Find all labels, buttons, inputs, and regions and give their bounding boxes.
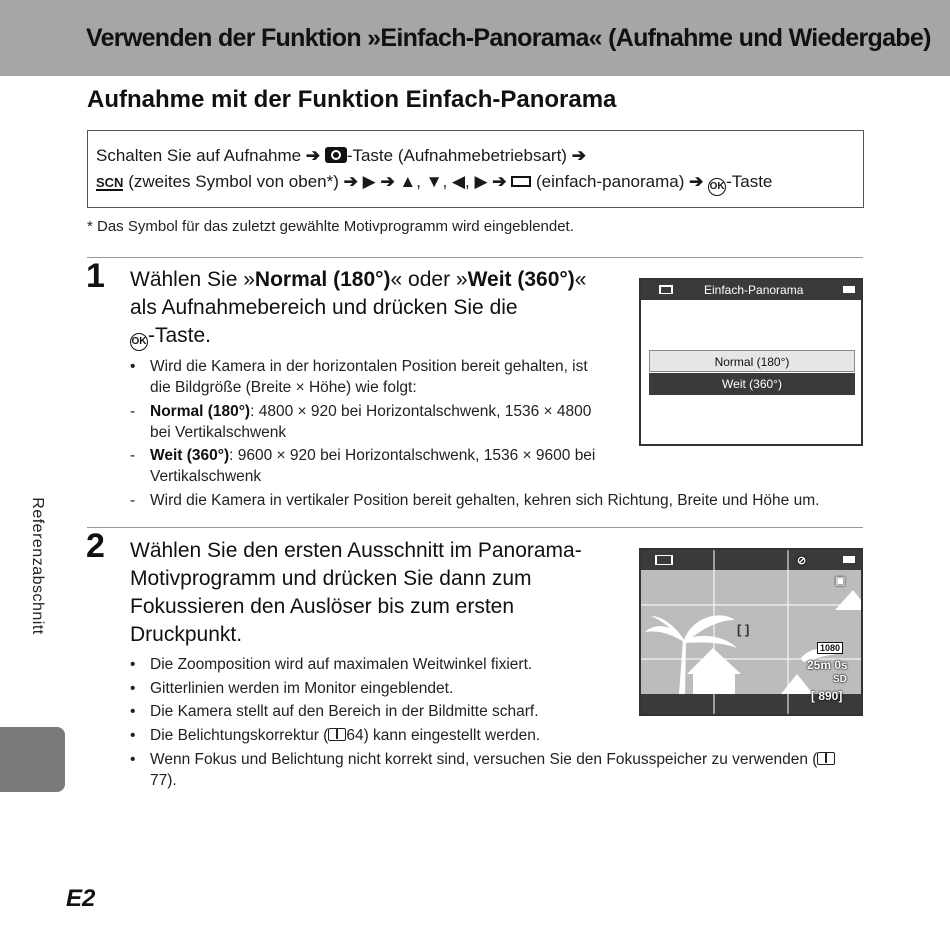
- bullet-icon: •: [130, 358, 136, 375]
- dash-text: : 9600 × 920 bei Horizontalschwenk, 1536 × 9600 bei Vertikalschwenk: [150, 447, 596, 485]
- step-1-dash-1: [130, 401, 610, 443]
- step-1-dash-2: [130, 445, 610, 487]
- step-1-bullet: [130, 356, 610, 398]
- navigation-line-1: [96, 143, 855, 169]
- dash-label: Normal (180°): [150, 403, 251, 420]
- step-1-title-text: « oder »: [390, 268, 468, 291]
- navigation-box: [87, 130, 864, 208]
- camera-icon: [325, 147, 347, 163]
- section-title: Aufnahme mit der Funktion Einfach-Panorama: [87, 86, 617, 113]
- step-1-normal-label: Normal (180°): [254, 268, 391, 291]
- vr-icon: ▣: [835, 575, 846, 587]
- step-1-title-line2: als Aufnahmebereich und drücken Sie die: [130, 296, 518, 319]
- menu-title-bar: [641, 280, 861, 300]
- arrow-right-icon: ➔: [343, 172, 358, 191]
- header-bar: [0, 0, 950, 76]
- page-number: E2: [66, 885, 96, 912]
- bullet-text: Die Kamera stellt auf den Bereich in der Bildmitte scharf.: [150, 703, 539, 720]
- panorama-icon: [655, 555, 673, 565]
- remaining-shots: [ 890]: [811, 689, 843, 703]
- dash-icon: -: [130, 492, 136, 509]
- bullet-icon: •: [130, 656, 136, 673]
- dash-text: Wird die Kamera in vertikaler Position bereit gehalten, kehren sich Richtung, Breite und Höhe um.: [150, 492, 820, 509]
- step-1-number: 1: [86, 257, 105, 295]
- sidebar-label: Referenzabschnitt: [29, 497, 46, 635]
- camera-liveview-screen: [639, 548, 863, 716]
- navigation-line-2: [96, 169, 855, 196]
- multi-selector-right-icon: ▶: [362, 172, 376, 191]
- nav-text: (einfach-panorama): [536, 172, 685, 191]
- multi-selector-directions: ▲, ▼, ◀, ▶: [399, 172, 488, 191]
- bullet-text: 77).: [150, 772, 177, 789]
- bullet-text: Die Zoomposition wird auf maximalen Weitwinkel fixiert.: [150, 656, 533, 673]
- battery-icon: [843, 286, 855, 293]
- nav-text: -Taste: [726, 172, 773, 191]
- step-2-title: Wählen Sie den ersten Ausschnitt im Panorama-Motivprogramm und drücken Sie dann zum Fokussieren den Auslöser bis zum ersten Druckpunkt.: [130, 539, 582, 646]
- nav-text: (zweites Symbol von oben*): [128, 172, 339, 191]
- book-reference-icon: [817, 752, 835, 765]
- book-reference-icon: [328, 728, 346, 741]
- ok-button-icon: OK: [130, 333, 148, 351]
- arrow-right-icon: ➔: [689, 172, 704, 191]
- step-1-title-text: Wählen Sie »: [130, 268, 255, 291]
- divider: [87, 527, 863, 528]
- storage-indicator: SD: [833, 674, 847, 685]
- bullet-text: Wenn Fokus und Belichtung nicht korrekt sind, versuchen Sie den Fokusspeicher zu verwenden (: [150, 751, 818, 768]
- bullet-icon: •: [130, 751, 136, 768]
- dash-text: : 4800 × 920 bei Horizontalschwenk, 1536 × 4800 bei Vertikalschwenk: [150, 403, 592, 441]
- step-1-title: [130, 266, 620, 351]
- step-1-title-text: -Taste.: [148, 324, 212, 347]
- divider: [87, 257, 863, 258]
- arrow-right-icon: ➔: [492, 172, 507, 191]
- movie-size-badge: 1080: [817, 642, 843, 654]
- bullet-icon: •: [130, 680, 136, 697]
- dash-label: Weit (360°): [150, 447, 230, 464]
- af-area-brackets: [ ]: [737, 622, 750, 637]
- nav-text: Schalten Sie auf Aufnahme: [96, 146, 302, 165]
- dash-icon: -: [130, 403, 136, 420]
- bullet-text: 64) kann eingestellt werden.: [346, 727, 541, 744]
- step-1-weit-label: Weit (360°): [467, 268, 575, 291]
- step-1-title-text: «: [574, 268, 587, 291]
- step-2-number: 2: [86, 527, 105, 565]
- battery-icon: [843, 556, 855, 563]
- dash-icon: -: [130, 447, 136, 464]
- bullet-text: Gitterlinien werden im Monitor eingeblendet.: [150, 680, 454, 697]
- menu-title: Einfach-Panorama: [704, 283, 804, 297]
- option-normal-180[interactable]: Normal (180°): [649, 350, 855, 372]
- ok-button-icon: OK: [708, 178, 726, 196]
- footnote: * Das Symbol für das zuletzt gewählte Motivprogramm wird eingeblendet.: [87, 218, 574, 235]
- bullet-icon: •: [130, 703, 136, 720]
- bullet-icon: •: [130, 727, 136, 744]
- nav-text: -Taste (Aufnahmebetriebsart): [346, 146, 567, 165]
- step-2-bullet: [130, 725, 850, 746]
- bullet-text: Wird die Kamera in der horizontalen Position bereit gehalten, ist die Bildgröße (Breite × Höhe) wie folgt:: [150, 358, 588, 396]
- flash-off-icon: ⊘: [797, 555, 807, 567]
- arrow-right-icon: ➔: [571, 146, 586, 165]
- bullet-text: Die Belichtungskorrektur (: [150, 727, 329, 744]
- option-weit-360[interactable]: Weit (360°): [649, 373, 855, 395]
- panorama-icon: [659, 285, 673, 294]
- panorama-icon: [511, 176, 531, 187]
- step-1-dash-3: [130, 490, 870, 511]
- arrow-right-icon: ➔: [380, 172, 395, 191]
- section-tab: [0, 727, 65, 792]
- scene-mode-icon: SCN: [96, 175, 124, 190]
- arrow-right-icon: ➔: [305, 146, 321, 165]
- camera-menu-screen: [639, 278, 863, 446]
- page-title: Verwenden der Funktion »Einfach-Panorama« (Aufnahme und Wiedergabe): [86, 24, 931, 52]
- step-2-bullet: [130, 749, 850, 791]
- remaining-time: 25m 0s: [807, 658, 848, 672]
